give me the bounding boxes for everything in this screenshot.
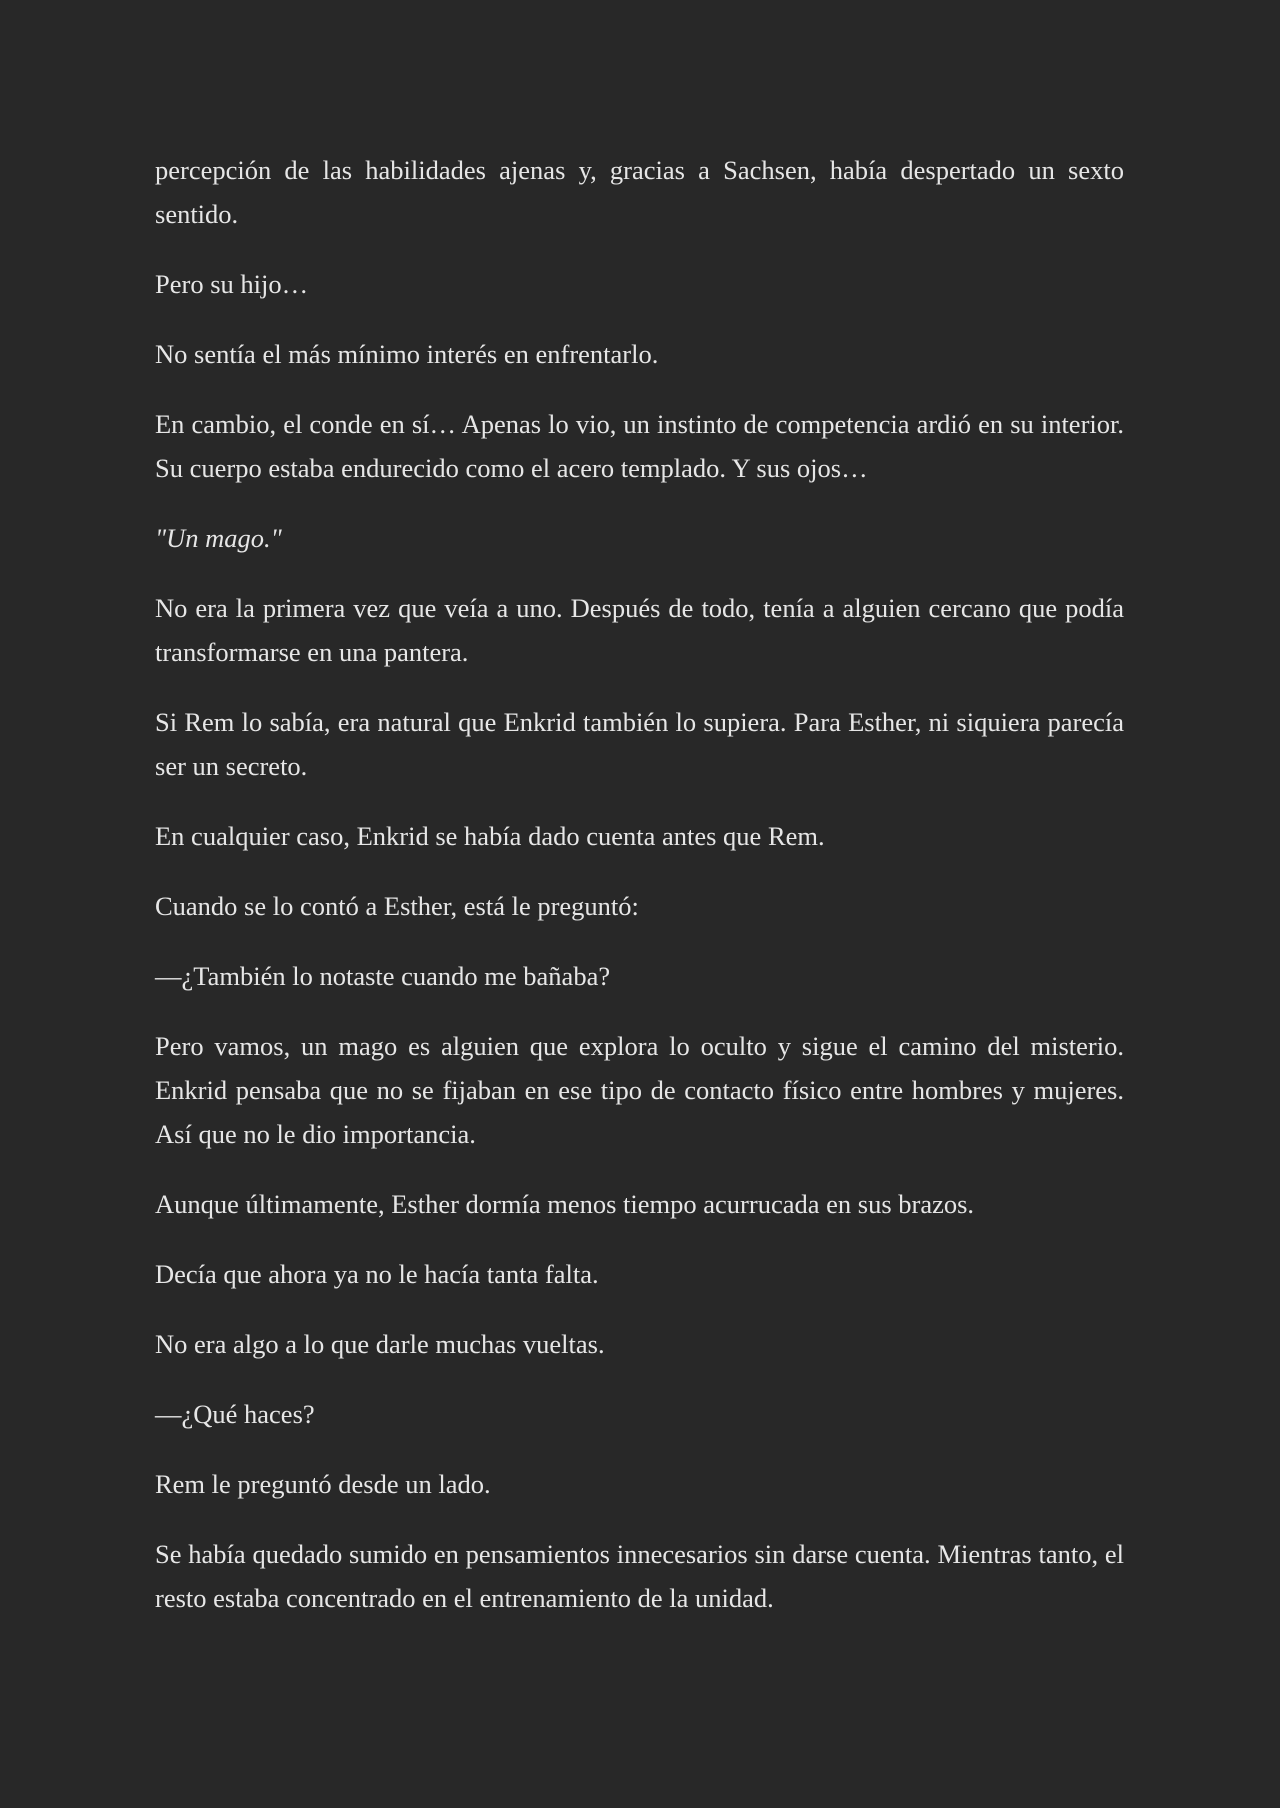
- paragraph: Pero vamos, un mago es alguien que explora lo oculto y sigue el camino del misterio. Enkrid pensaba que no se fijaban en ese tipo de contacto físico entre hombres y mujeres. Así que no le dio importancia.: [155, 1031, 1124, 1149]
- paragraph: Se había quedado sumido en pensamientos innecesarios sin darse cuenta. Mientras tanto, el resto estaba concentrado en el entrenamiento de la unidad.: [155, 1539, 1124, 1613]
- italic-thought-paragraph: "Un mago.": [155, 523, 282, 553]
- paragraph: Cuando se lo contó a Esther, está le preguntó:: [155, 891, 639, 921]
- paragraph: Aunque últimamente, Esther dormía menos tiempo acurrucada en sus brazos.: [155, 1189, 975, 1219]
- dialogue-paragraph: —¿Qué haces?: [155, 1399, 315, 1429]
- paragraph: No era la primera vez que veía a uno. Después de todo, tenía a alguien cercano que podía transformarse en una pantera.: [155, 593, 1124, 667]
- paragraph: No sentía el más mínimo interés en enfrentarlo.: [155, 339, 659, 369]
- paragraph: Decía que ahora ya no le hacía tanta falta.: [155, 1259, 599, 1289]
- dialogue-paragraph: —¿También lo notaste cuando me bañaba?: [155, 961, 611, 991]
- paragraph: En cualquier caso, Enkrid se había dado cuenta antes que Rem.: [155, 821, 825, 851]
- paragraph: No era algo a lo que darle muchas vueltas.: [155, 1329, 605, 1359]
- reading-page: [155, 148, 1124, 1646]
- paragraph: En cambio, el conde en sí… Apenas lo vio, un instinto de competencia ardió en su interior. Su cuerpo estaba endurecido como el acero templado. Y sus ojos…: [155, 409, 1124, 483]
- paragraph: Rem le preguntó desde un lado.: [155, 1469, 491, 1499]
- paragraph: Pero su hijo…: [155, 269, 309, 299]
- paragraph: Si Rem lo sabía, era natural que Enkrid también lo supiera. Para Esther, ni siquiera parecía ser un secreto.: [155, 707, 1124, 781]
- paragraph: percepción de las habilidades ajenas y, gracias a Sachsen, había despertado un sexto sentido.: [155, 155, 1124, 229]
